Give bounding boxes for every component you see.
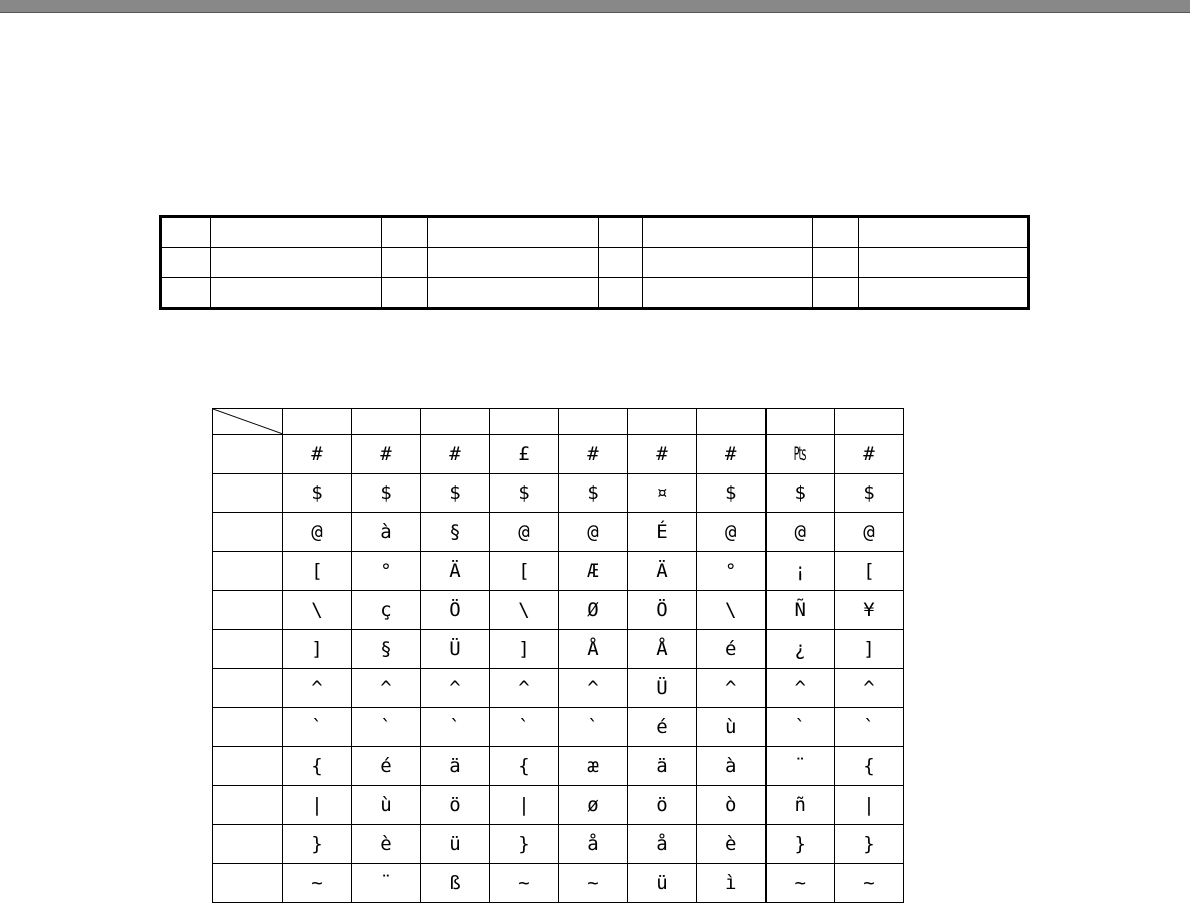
row-header xyxy=(213,513,283,552)
charset-cell: # xyxy=(835,435,904,474)
charset-cell: ° xyxy=(697,552,766,591)
charset-cell: Ñ xyxy=(766,591,835,630)
row-header xyxy=(213,591,283,630)
charset-cell: ` xyxy=(421,708,490,747)
charset-cell: $ xyxy=(559,474,628,513)
charset-cell: ù xyxy=(352,786,421,825)
charset-cell: \ xyxy=(283,591,352,630)
charset-cell: Ö xyxy=(421,591,490,630)
settings-cell xyxy=(211,248,382,278)
row-header xyxy=(213,474,283,513)
settings-cell xyxy=(382,217,428,248)
charset-cell: ¨ xyxy=(766,747,835,786)
charset-cell: ` xyxy=(835,708,904,747)
charset-cell: # xyxy=(628,435,697,474)
row-header xyxy=(213,747,283,786)
settings-cell xyxy=(643,278,813,309)
column-header xyxy=(559,409,628,435)
row-header xyxy=(213,630,283,669)
charset-cell: } xyxy=(766,825,835,864)
charset-cell: | xyxy=(283,786,352,825)
charset-cell: å xyxy=(559,825,628,864)
charset-row xyxy=(213,708,904,747)
charset-row xyxy=(213,825,904,864)
row-header xyxy=(213,435,283,474)
settings-cell xyxy=(643,217,813,248)
settings-cell xyxy=(859,248,1029,278)
charset-cell: ^ xyxy=(697,669,766,708)
settings-cell xyxy=(599,278,643,309)
charset-cell: ç xyxy=(352,591,421,630)
charset-cell: ` xyxy=(559,708,628,747)
charset-cell: } xyxy=(835,825,904,864)
settings-row xyxy=(161,217,1029,248)
charset-cell: $ xyxy=(421,474,490,513)
charset-cell: Ø xyxy=(559,591,628,630)
settings-row xyxy=(161,278,1029,309)
settings-cell xyxy=(382,278,428,309)
settings-cell xyxy=(599,248,643,278)
charset-cell: ß xyxy=(421,864,490,903)
charset-row xyxy=(213,864,904,903)
charset-cell: Ä xyxy=(421,552,490,591)
column-header xyxy=(628,409,697,435)
charset-cell: é xyxy=(352,747,421,786)
charset-cell: # xyxy=(421,435,490,474)
charset-cell: à xyxy=(697,747,766,786)
charset-cell: ~ xyxy=(490,864,559,903)
charset-cell: } xyxy=(283,825,352,864)
charset-cell: ¨ xyxy=(352,864,421,903)
settings-cell xyxy=(161,278,211,309)
charset-cell: ^ xyxy=(283,669,352,708)
charset-cell: [ xyxy=(490,552,559,591)
charset-cell: ] xyxy=(283,630,352,669)
charset-cell: ~ xyxy=(766,864,835,903)
settings-cell xyxy=(859,217,1029,248)
settings-cell xyxy=(813,278,859,309)
charset-row xyxy=(213,552,904,591)
column-header xyxy=(835,409,904,435)
charset-cell: ä xyxy=(628,747,697,786)
charset-cell: ö xyxy=(421,786,490,825)
charset-cell: £ xyxy=(490,435,559,474)
charset-row xyxy=(213,669,904,708)
charset-cell: \ xyxy=(490,591,559,630)
charset-cell: @ xyxy=(766,513,835,552)
charset-cell: Å xyxy=(628,630,697,669)
charset-cell: ^ xyxy=(421,669,490,708)
charset-cell: ^ xyxy=(352,669,421,708)
charset-cell: Ü xyxy=(421,630,490,669)
charset-header-row xyxy=(213,409,904,435)
charset-row xyxy=(213,786,904,825)
charset-cell: ~ xyxy=(283,864,352,903)
column-header xyxy=(766,409,835,435)
settings-cell xyxy=(599,217,643,248)
charset-cell: @ xyxy=(490,513,559,552)
charset-cell: ì xyxy=(697,864,766,903)
settings-cell xyxy=(428,217,599,248)
charset-cell: @ xyxy=(559,513,628,552)
charset-cell: ò xyxy=(697,786,766,825)
charset-cell: { xyxy=(490,747,559,786)
charset-row xyxy=(213,435,904,474)
charset-cell: Ü xyxy=(628,669,697,708)
charset-cell: æ xyxy=(559,747,628,786)
charset-cell: [ xyxy=(283,552,352,591)
charset-cell: $ xyxy=(283,474,352,513)
charset-cell: ñ xyxy=(766,786,835,825)
charset-cell: ü xyxy=(628,864,697,903)
settings-cell xyxy=(161,217,211,248)
settings-table xyxy=(159,215,1030,310)
column-header xyxy=(421,409,490,435)
charset-cell: [ xyxy=(835,552,904,591)
row-header xyxy=(213,864,283,903)
top-bar xyxy=(0,0,1190,13)
charset-cell: ^ xyxy=(490,669,559,708)
settings-cell xyxy=(643,248,813,278)
charset-cell: ù xyxy=(697,708,766,747)
charset-cell: $ xyxy=(352,474,421,513)
charset-cell: ` xyxy=(766,708,835,747)
charset-row xyxy=(213,474,904,513)
charset-cell: Æ xyxy=(559,552,628,591)
charset-cell: | xyxy=(835,786,904,825)
row-header xyxy=(213,669,283,708)
column-header xyxy=(352,409,421,435)
settings-cell xyxy=(382,248,428,278)
row-header xyxy=(213,552,283,591)
row-header xyxy=(213,708,283,747)
charset-cell: # xyxy=(283,435,352,474)
charset-row xyxy=(213,630,904,669)
charset-cell: @ xyxy=(697,513,766,552)
charset-cell: # xyxy=(559,435,628,474)
charset-cell: ₧ xyxy=(766,435,835,474)
settings-cell xyxy=(161,248,211,278)
charset-cell: ~ xyxy=(559,864,628,903)
charset-cell: ` xyxy=(490,708,559,747)
charset-cell: ~ xyxy=(835,864,904,903)
charset-cell: ö xyxy=(628,786,697,825)
charset-cell: ° xyxy=(352,552,421,591)
settings-cell xyxy=(428,248,599,278)
charset-cell: ¥ xyxy=(835,591,904,630)
settings-cell xyxy=(211,278,382,309)
settings-cell xyxy=(428,278,599,309)
settings-cell xyxy=(211,217,382,248)
charset-cell: | xyxy=(490,786,559,825)
row-header xyxy=(213,825,283,864)
charset-cell: { xyxy=(283,747,352,786)
settings-row xyxy=(161,248,1029,278)
charset-cell: § xyxy=(421,513,490,552)
charset-cell: ä xyxy=(421,747,490,786)
charset-cell: ^ xyxy=(835,669,904,708)
charset-row xyxy=(213,591,904,630)
settings-cell xyxy=(813,217,859,248)
charset-cell: # xyxy=(697,435,766,474)
column-header xyxy=(283,409,352,435)
charset-cell: ] xyxy=(490,630,559,669)
charset-cell: Å xyxy=(559,630,628,669)
charset-table xyxy=(212,408,904,903)
corner-cell xyxy=(213,409,283,435)
charset-cell: ¤ xyxy=(628,474,697,513)
charset-cell: ^ xyxy=(766,669,835,708)
charset-cell: é xyxy=(628,708,697,747)
charset-cell: å xyxy=(628,825,697,864)
column-header xyxy=(490,409,559,435)
settings-cell xyxy=(859,278,1029,309)
charset-cell: è xyxy=(352,825,421,864)
charset-cell: ] xyxy=(835,630,904,669)
charset-cell: É xyxy=(628,513,697,552)
charset-cell: { xyxy=(835,747,904,786)
charset-cell: ¿ xyxy=(766,630,835,669)
charset-cell: $ xyxy=(766,474,835,513)
charset-cell: ` xyxy=(352,708,421,747)
row-header xyxy=(213,786,283,825)
charset-cell: Ö xyxy=(628,591,697,630)
charset-cell: $ xyxy=(697,474,766,513)
charset-cell: \ xyxy=(697,591,766,630)
diagonal-line xyxy=(213,409,283,434)
column-header xyxy=(697,409,766,435)
charset-row xyxy=(213,747,904,786)
charset-cell: ^ xyxy=(559,669,628,708)
charset-cell: @ xyxy=(835,513,904,552)
charset-cell: é xyxy=(697,630,766,669)
charset-cell: ` xyxy=(283,708,352,747)
charset-cell: $ xyxy=(835,474,904,513)
charset-cell: # xyxy=(352,435,421,474)
charset-cell: à xyxy=(352,513,421,552)
charset-cell: § xyxy=(352,630,421,669)
charset-cell: $ xyxy=(490,474,559,513)
charset-row xyxy=(213,513,904,552)
charset-cell: ¡ xyxy=(766,552,835,591)
charset-cell: ø xyxy=(559,786,628,825)
charset-cell: è xyxy=(697,825,766,864)
charset-cell: Ä xyxy=(628,552,697,591)
charset-cell: @ xyxy=(283,513,352,552)
charset-cell: ü xyxy=(421,825,490,864)
charset-cell: } xyxy=(490,825,559,864)
settings-cell xyxy=(813,248,859,278)
